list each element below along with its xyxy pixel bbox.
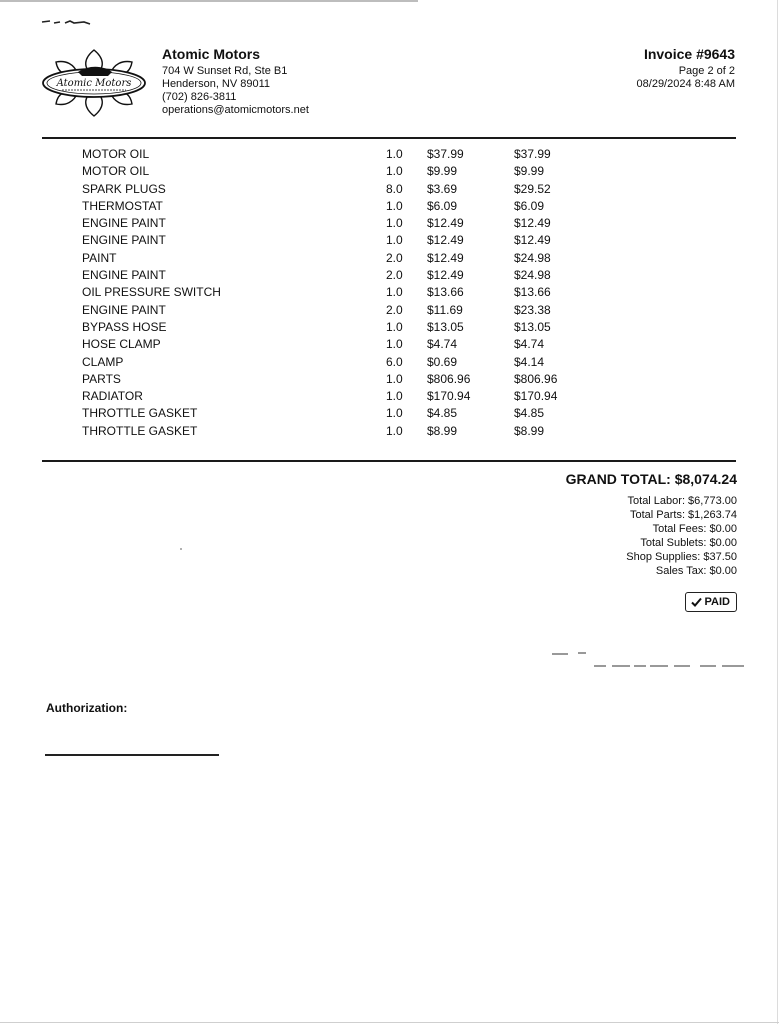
- item-unit-price: $4.85: [427, 406, 458, 421]
- item-unit-price: $8.99: [427, 423, 458, 438]
- item-description: CLAMP: [82, 354, 124, 369]
- item-quantity: 1.0: [386, 164, 403, 179]
- item-total: $4.85: [514, 406, 545, 421]
- scan-artifact: [40, 16, 100, 28]
- line-item: [82, 198, 582, 215]
- line-item: [82, 146, 582, 163]
- line-item: [82, 336, 582, 353]
- line-item: [82, 181, 582, 198]
- line-item: [82, 371, 582, 388]
- scan-artifact: [550, 648, 746, 670]
- scan-artifact: [180, 548, 182, 550]
- item-description: THROTTLE GASKET: [82, 406, 198, 421]
- item-unit-price: $12.49: [427, 268, 464, 283]
- item-unit-price: $806.96: [427, 371, 471, 386]
- item-description: ENGINE PAINT: [82, 233, 166, 248]
- item-quantity: 6.0: [386, 354, 403, 369]
- total-labor: Total Labor: $6,773.00: [627, 495, 737, 507]
- line-item: [82, 388, 582, 405]
- item-quantity: 1.0: [386, 371, 403, 386]
- item-description: ENGINE PAINT: [82, 268, 166, 283]
- item-total: $12.49: [514, 233, 551, 248]
- grand-total: GRAND TOTAL: $8,074.24: [565, 471, 737, 487]
- item-description: SPARK PLUGS: [82, 181, 166, 196]
- item-unit-price: $9.99: [427, 164, 458, 179]
- item-description: THROTTLE GASKET: [82, 423, 198, 438]
- item-description: BYPASS HOSE: [82, 319, 167, 334]
- item-unit-price: $12.49: [427, 216, 464, 231]
- line-items: [82, 146, 582, 440]
- item-quantity: 2.0: [386, 268, 403, 283]
- line-item: [82, 284, 582, 301]
- company-address-line2: Henderson, NV 89011: [162, 78, 271, 90]
- item-unit-price: $6.09: [427, 198, 458, 213]
- item-total: $4.74: [514, 337, 545, 352]
- invoice-header: [637, 45, 735, 91]
- item-unit-price: $170.94: [427, 389, 471, 404]
- item-quantity: 1.0: [386, 337, 403, 352]
- line-item: [82, 215, 582, 232]
- item-quantity: 1.0: [386, 285, 403, 300]
- item-total: $9.99: [514, 164, 545, 179]
- item-description: PARTS: [82, 371, 121, 386]
- invoice-number: Invoice #9643: [643, 46, 735, 62]
- item-description: THERMOSTAT: [82, 198, 163, 213]
- item-quantity: 1.0: [386, 389, 403, 404]
- shop-supplies: Shop Supplies: $37.50: [626, 551, 737, 563]
- item-total: $29.52: [514, 181, 551, 196]
- item-description: PAINT: [82, 250, 117, 265]
- company-phone: (702) 826-3811: [162, 91, 237, 103]
- invoice-datetime: 08/29/2024 8:48 AM: [636, 78, 735, 90]
- company-email: operations@atomicmotors.net: [162, 104, 309, 116]
- company-address-line1: 704 W Sunset Rd, Ste B1: [162, 65, 288, 77]
- item-quantity: 1.0: [386, 319, 403, 334]
- item-unit-price: $12.49: [427, 233, 464, 248]
- item-total: $170.94: [514, 389, 558, 404]
- total-sublets: Total Sublets: $0.00: [640, 537, 737, 549]
- item-total: $12.49: [514, 216, 551, 231]
- item-total: $6.09: [514, 198, 545, 213]
- item-total: $13.66: [514, 285, 551, 300]
- item-total: $13.05: [514, 319, 551, 334]
- page-edge: [0, 0, 418, 2]
- line-item: [82, 250, 582, 267]
- line-item: [82, 302, 582, 319]
- item-unit-price: $13.66: [427, 285, 464, 300]
- company-logo: [38, 46, 150, 120]
- item-unit-price: $3.69: [427, 181, 458, 196]
- page-edge: [777, 0, 778, 1024]
- item-unit-price: $37.99: [427, 147, 464, 161]
- sales-tax: Sales Tax: $0.00: [655, 565, 737, 577]
- item-quantity: 1.0: [386, 198, 403, 213]
- paid-status-badge: [685, 592, 737, 612]
- logo-text: Atomic Motors: [56, 78, 132, 89]
- item-total: $806.96: [514, 371, 558, 386]
- page-indicator: Page 2 of 2: [678, 65, 735, 77]
- item-quantity: 1.0: [386, 233, 403, 248]
- line-item: [82, 267, 582, 284]
- item-total: $8.99: [514, 423, 545, 438]
- totals-summary: [566, 470, 737, 578]
- line-item: [82, 163, 582, 180]
- page-edge: [0, 1022, 779, 1023]
- item-quantity: 1.0: [386, 216, 403, 231]
- line-item: [82, 405, 582, 422]
- item-description: MOTOR OIL: [82, 164, 150, 179]
- item-unit-price: $0.69: [427, 354, 458, 369]
- item-quantity: 2.0: [386, 302, 403, 317]
- divider: [42, 460, 736, 462]
- item-total: $24.98: [514, 268, 551, 283]
- item-description: ENGINE PAINT: [82, 302, 166, 317]
- item-description: ENGINE PAINT: [82, 216, 166, 231]
- item-quantity: 2.0: [386, 250, 403, 265]
- item-unit-price: $11.69: [427, 302, 463, 317]
- total-parts: Total Parts: $1,263.74: [629, 509, 737, 521]
- item-quantity: 1.0: [386, 423, 403, 438]
- line-item: [82, 423, 582, 440]
- paid-label: PAID: [704, 596, 730, 608]
- item-total: $23.38: [514, 302, 551, 317]
- item-total: $24.98: [514, 250, 551, 265]
- company-name: Atomic Motors: [162, 46, 260, 62]
- item-description: HOSE CLAMP: [82, 337, 161, 352]
- checkmark-icon: [691, 597, 702, 607]
- total-fees: Total Fees: $0.00: [652, 523, 737, 535]
- item-description: RADIATOR: [82, 389, 143, 404]
- divider: [42, 137, 736, 139]
- authorization-label: Authorization:: [46, 701, 128, 715]
- item-quantity: 8.0: [386, 181, 403, 196]
- company-info: [162, 45, 309, 117]
- item-description: OIL PRESSURE SWITCH: [82, 285, 221, 300]
- item-unit-price: $12.49: [427, 250, 464, 265]
- item-quantity: 1.0: [386, 147, 403, 161]
- line-item: [82, 319, 582, 336]
- item-total: $4.14: [514, 354, 545, 369]
- item-unit-price: $4.74: [427, 337, 458, 352]
- item-description: MOTOR OIL: [82, 147, 150, 161]
- line-item: [82, 354, 582, 371]
- item-quantity: 1.0: [386, 406, 403, 421]
- line-item: [82, 232, 582, 249]
- item-total: $37.99: [514, 147, 551, 161]
- signature-line[interactable]: [45, 754, 219, 756]
- item-unit-price: $13.05: [427, 319, 464, 334]
